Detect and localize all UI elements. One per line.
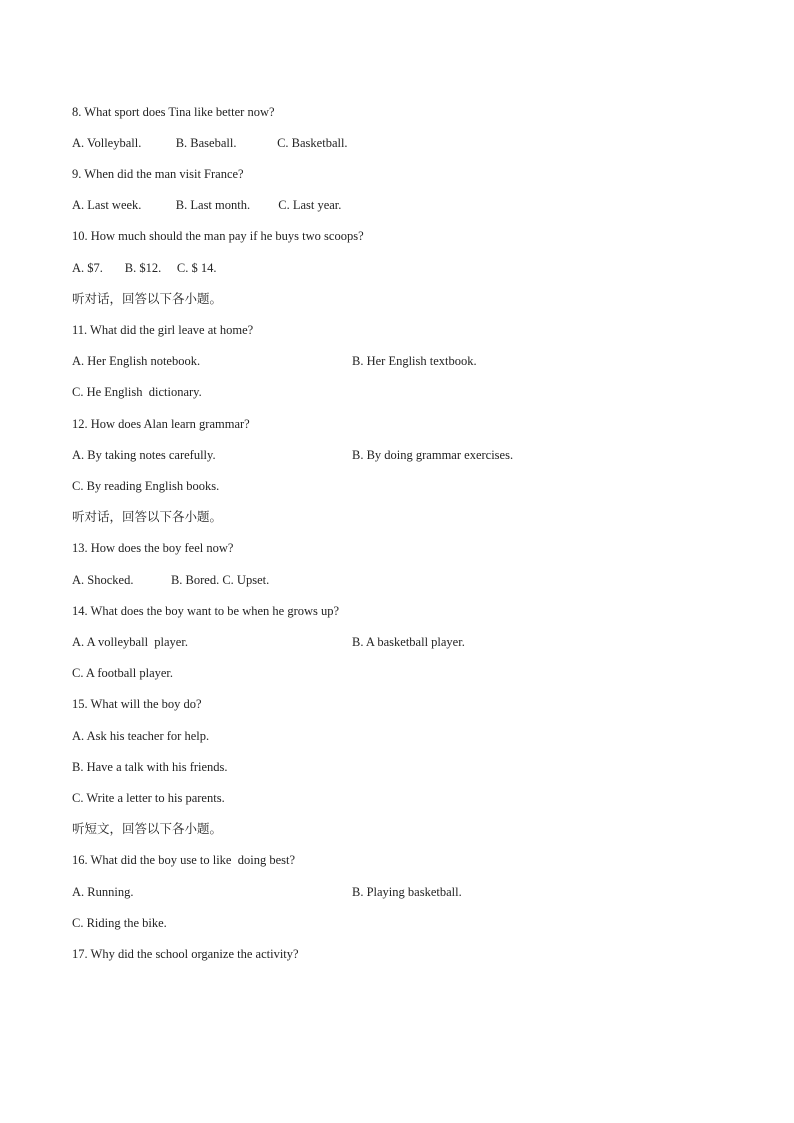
question-text: 17. Why did the school organize the activity? bbox=[72, 947, 299, 961]
option-a: A. Ask his teacher for help. bbox=[72, 729, 210, 743]
answer-options: A. Volleyball. B. Baseball. C. Basketball. bbox=[72, 136, 348, 150]
option-a: A. By taking notes carefully. bbox=[72, 448, 216, 462]
question-text: 16. What did the boy use to like doing best? bbox=[72, 853, 295, 867]
answer-options: A. Last week. B. Last month. C. Last year. bbox=[72, 198, 342, 212]
question-text: 12. How does Alan learn grammar? bbox=[72, 417, 250, 431]
option-c: C. Riding the bike. bbox=[72, 916, 167, 930]
option-c: C. A football player. bbox=[72, 666, 174, 680]
option-b: B. A basketball player. bbox=[352, 635, 465, 649]
question-text: 9. When did the man visit France? bbox=[72, 167, 244, 181]
question-text: 15. What will the boy do? bbox=[72, 697, 202, 711]
option-b: B. Have a talk with his friends. bbox=[72, 760, 228, 774]
answer-options: A. $7. B. $12. C. $ 14. bbox=[72, 261, 217, 275]
question-text: 13. How does the boy feel now? bbox=[72, 541, 234, 555]
option-c: C. He English dictionary. bbox=[72, 385, 202, 399]
question-text: 8. What sport does Tina like better now? bbox=[72, 105, 275, 119]
option-b: B. Playing basketball. bbox=[352, 885, 462, 899]
option-a: A. A volleyball player. bbox=[72, 635, 188, 649]
section-instruction: 听短文，回答以下各小题。 bbox=[72, 821, 223, 836]
option-a: A. Her English notebook. bbox=[72, 354, 201, 368]
question-text: 11. What did the girl leave at home? bbox=[72, 323, 254, 337]
option-b: B. By doing grammar exercises. bbox=[352, 448, 514, 462]
question-text: 10. How much should the man pay if he buys two scoops? bbox=[72, 229, 364, 243]
option-c: C. Write a letter to his parents. bbox=[72, 791, 225, 805]
question-text: 14. What does the boy want to be when he grows up? bbox=[72, 604, 340, 618]
option-a: A. Running. bbox=[72, 885, 134, 899]
section-instruction: 听对话，回答以下各小题。 bbox=[72, 291, 223, 306]
option-b: B. Her English textbook. bbox=[352, 354, 477, 368]
option-c: C. By reading English books. bbox=[72, 479, 220, 493]
answer-options: A. Shocked. B. Bored. C. Upset. bbox=[72, 573, 270, 587]
section-instruction: 听对话，回答以下各小题。 bbox=[72, 509, 223, 524]
